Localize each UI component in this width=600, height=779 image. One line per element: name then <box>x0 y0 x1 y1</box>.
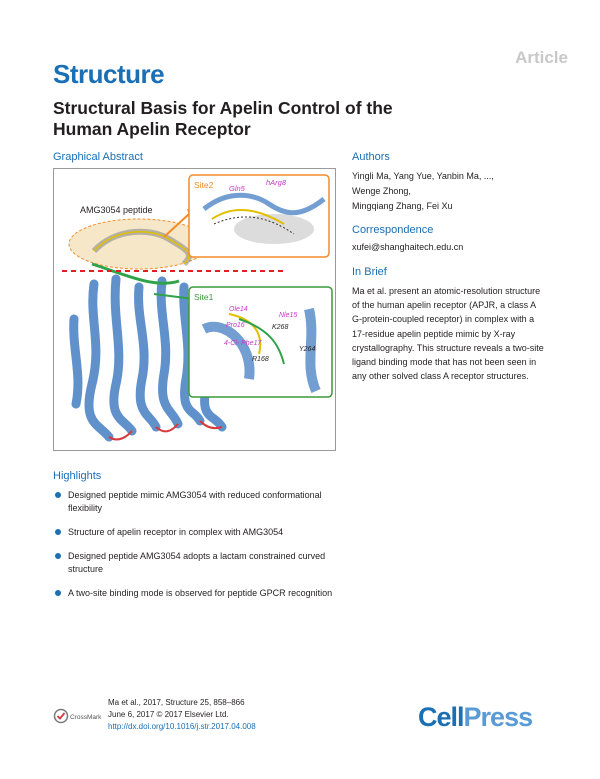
authors-list <box>352 169 552 214</box>
cellpress-logo-part2: Press <box>463 702 533 732</box>
harg8-label: hArg8 <box>266 178 287 187</box>
bullet-icon <box>55 590 61 596</box>
highlights-heading: Highlights <box>53 470 102 482</box>
graphical-abstract-figure <box>53 168 336 451</box>
citation-block <box>108 697 256 733</box>
highlight-item: Structure of apelin receptor in complex with AMG3054 <box>53 526 353 539</box>
cellpress-logo[interactable] <box>418 702 532 733</box>
authors-heading: Authors <box>352 151 390 163</box>
site2-inset <box>189 175 329 257</box>
citation-line: June 6, 2017 © 2017 Elsevier Ltd. <box>108 710 229 719</box>
in-brief-heading: In Brief <box>352 266 387 278</box>
site1-inset <box>189 287 332 397</box>
site1-label: Site1 <box>194 292 214 302</box>
graphical-abstract-heading: Graphical Abstract <box>53 151 143 163</box>
crossmark-logo[interactable] <box>53 708 103 729</box>
k268-label: K268 <box>272 324 289 331</box>
authors-line: Mingqiang Zhang, Fei Xu <box>352 201 453 211</box>
highlight-item: A two-site binding mode is observed for peptide GPCR recognition <box>53 587 353 600</box>
crossmark-label: CrossMark <box>70 714 102 721</box>
bullet-icon <box>55 529 61 535</box>
gln5-label: Gln5 <box>229 184 245 193</box>
correspondence-email[interactable]: xufei@shanghaitech.edu.cn <box>352 242 464 252</box>
journal-name[interactable]: Structure <box>53 59 165 89</box>
pro16-label: Pro16 <box>226 322 245 329</box>
doi-link[interactable]: http://dx.doi.org/10.1016/j.str.2017.04.008 <box>108 722 256 731</box>
nle15-label: Nle15 <box>279 312 298 319</box>
authors-line: Yingli Ma, Yang Yue, Yanbin Ma, ..., <box>352 171 494 181</box>
highlights-list <box>53 489 353 611</box>
y264-label: Y264 <box>299 346 316 353</box>
cl-phe17-label: 4-Cl- Phe17 <box>224 340 262 347</box>
authors-line: Wenge Zhong, <box>352 186 411 196</box>
peptide-label: AMG3054 peptide <box>80 205 153 215</box>
bullet-icon <box>55 553 61 559</box>
r168-label: R168 <box>252 356 269 363</box>
correspondence-heading: Correspondence <box>352 224 434 236</box>
highlight-item: Designed peptide AMG3054 adopts a lactam constrained curved structure <box>53 550 353 576</box>
site2-label: Site2 <box>194 180 214 190</box>
page-title: Structural Basis for Apelin Control of the Human Apelin Receptor <box>53 98 393 139</box>
article-type-label: Article <box>515 48 568 67</box>
cellpress-logo-part1: Cell <box>418 702 464 732</box>
highlight-item: Designed peptide mimic AMG3054 with reduced conformational flexibility <box>53 489 353 515</box>
citation-line: Ma et al., 2017, Structure 25, 858–866 <box>108 698 245 707</box>
in-brief-text: Ma et al. present an atomic-resolution structure of the human apelin receptor (APJR, a class A G-protein-coupled receptor) in complex with a 17-residue apelin peptide mimic by X-ray crystallography. This structure reveals a two-site ligand binding mode that has not been seen in any other solved class A receptor structures. <box>352 286 544 382</box>
receptor-structure-illustration <box>54 169 336 451</box>
bullet-icon <box>55 492 61 498</box>
ole14-label: Ole14 <box>229 306 248 313</box>
